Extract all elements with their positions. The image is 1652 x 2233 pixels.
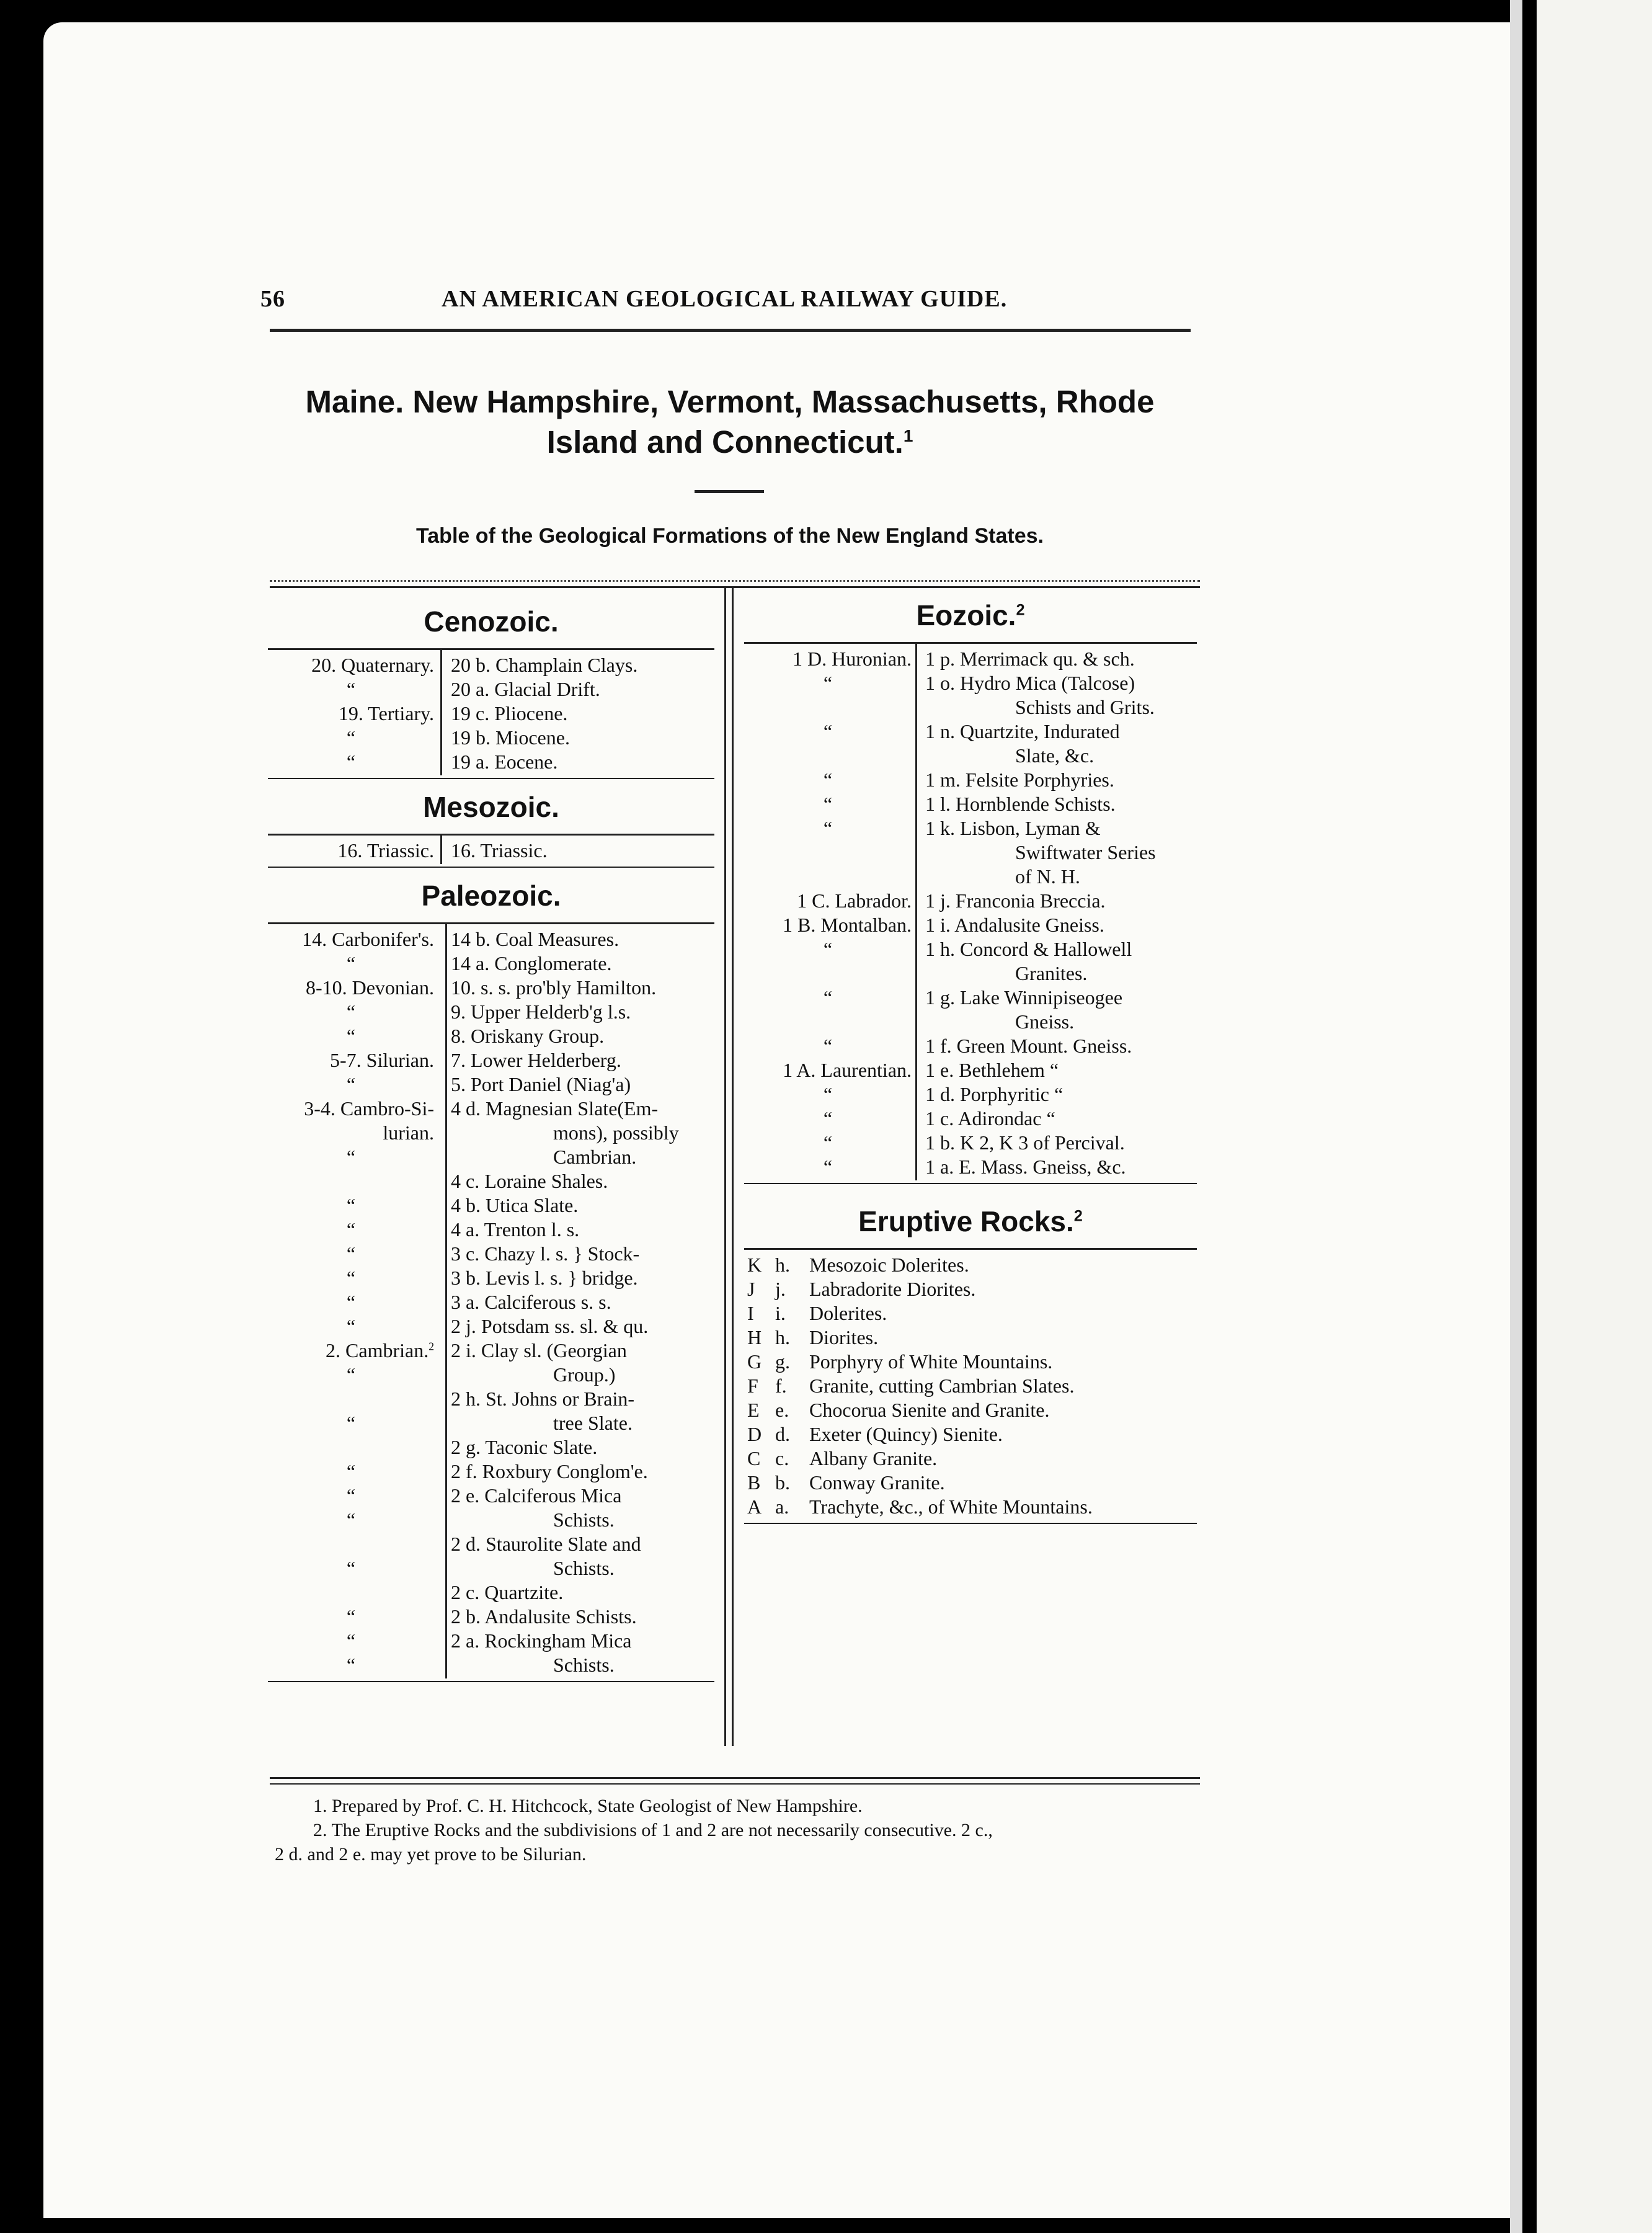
formation-group: “ xyxy=(346,1315,356,1337)
formation-group: “ xyxy=(823,793,833,815)
rock-letter: K xyxy=(747,1254,762,1276)
formation-group: 2. Cambrian.$^2$ xyxy=(326,1339,434,1362)
rock-name: Mesozoic Dolerites. xyxy=(809,1254,969,1276)
formation-subdivision: 1 c. Adirondac “ xyxy=(925,1107,1055,1130)
formation-subdivision: 3 c. Chazy l. s. } Stock- xyxy=(451,1242,640,1265)
formation-subdivision: 1 o. Hydro Mica (Talcose) xyxy=(925,672,1135,694)
formation-group: “ xyxy=(346,1412,356,1434)
rock-sub-letter: f. xyxy=(775,1375,787,1397)
footnote-1: 1. Prepared by Prof. C. H. Hitchcock, State Geologist of New Hampshire. xyxy=(313,1796,863,1816)
formation-subdivision: 3 a. Calciferous s. s. xyxy=(451,1291,611,1313)
formation-group: “ xyxy=(346,1605,356,1628)
rock-name: Diorites. xyxy=(809,1326,879,1348)
paleozoic-inner-divider xyxy=(445,924,447,1678)
formation-group: 5-7. Silurian. xyxy=(330,1049,434,1071)
table-bottom-rule-2 xyxy=(270,1783,1200,1785)
rock-sub-letter: j. xyxy=(775,1278,786,1300)
rock-letter: F xyxy=(747,1375,758,1397)
title-short-rule xyxy=(695,490,764,493)
rock-name: Chocorua Sienite and Granite. xyxy=(809,1399,1050,1421)
formation-subdivision: Schists. xyxy=(553,1557,615,1579)
page-title xyxy=(265,381,1195,463)
rock-name: Granite, cutting Cambrian Slates. xyxy=(809,1375,1075,1397)
formation-subdivision: 1 n. Quartzite, Indurated xyxy=(925,720,1120,742)
formation-subdivision: 2 d. Staurolite Slate and xyxy=(451,1533,641,1555)
rock-sub-letter: g. xyxy=(775,1350,790,1373)
formation-group: “ xyxy=(346,1194,356,1216)
mesozoic-inner-divider xyxy=(440,835,442,864)
formation-group: 1 C. Labrador. xyxy=(797,889,912,912)
eruptive-heading-rule xyxy=(744,1248,1197,1250)
formation-group: “ xyxy=(346,1291,356,1313)
formation-group: “ xyxy=(346,1557,356,1579)
table-caption: Table of the Geological Formations of the New England States. xyxy=(416,524,1044,548)
formation-group: “ xyxy=(346,1484,356,1507)
formation-subdivision: Cambrian. xyxy=(553,1146,637,1168)
formation-group: “ xyxy=(823,938,833,960)
title-footnote-mark: 1 xyxy=(903,426,913,446)
formation-subdivision: 4 c. Loraine Shales. xyxy=(451,1170,608,1192)
formation-group: “ xyxy=(346,678,356,700)
formation-group: “ xyxy=(823,1035,833,1057)
formation-group: 1 A. Laurentian. xyxy=(783,1059,912,1081)
rock-sub-letter: h. xyxy=(775,1254,790,1276)
formation-subdivision: 1 d. Porphyritic “ xyxy=(925,1083,1064,1105)
formation-group: “ xyxy=(823,1083,833,1105)
formation-subdivision: tree Slate. xyxy=(553,1412,633,1434)
table-bottom-rule xyxy=(270,1777,1200,1779)
rock-name: Porphyry of White Mountains. xyxy=(809,1350,1053,1373)
page-edge-shadow xyxy=(1510,0,1522,2233)
formation-subdivision: 1 j. Franconia Breccia. xyxy=(925,889,1106,912)
formation-subdivision: 20 b. Champlain Clays. xyxy=(451,654,638,676)
page-number: 56 xyxy=(260,286,285,312)
formation-group: “ xyxy=(823,817,833,839)
formation-group: 1 B. Montalban. xyxy=(783,914,912,936)
formation-subdivision: 1 f. Green Mount. Gneiss. xyxy=(925,1035,1132,1057)
rock-name: Albany Granite. xyxy=(809,1447,938,1469)
formation-group: “ xyxy=(346,1218,356,1241)
header-rule xyxy=(270,329,1191,332)
rock-sub-letter: b. xyxy=(775,1471,790,1494)
formation-subdivision: 9. Upper Helderb'g l.s. xyxy=(451,1001,631,1023)
formation-subdivision: 3 b. Levis l. s. } bridge. xyxy=(451,1267,638,1289)
eruptive-heading: Eruptive Rocks.$^2$ xyxy=(858,1205,1083,1237)
cenozoic-heading: Cenozoic. xyxy=(424,605,559,638)
paleozoic-heading-rule xyxy=(268,922,714,924)
formation-subdivision: 19 b. Miocene. xyxy=(451,726,570,749)
formation-subdivision: 2 e. Calciferous Mica xyxy=(451,1484,622,1507)
cenozoic-bottom-rule xyxy=(268,778,714,779)
formation-subdivision: Gneiss. xyxy=(1015,1010,1075,1033)
rock-letter: I xyxy=(747,1302,754,1324)
paleozoic-heading: Paleozoic. xyxy=(421,880,561,912)
eozoic-heading-footnote-mark: 2 xyxy=(1016,601,1025,619)
formation-subdivision: 19 a. Eocene. xyxy=(451,751,558,773)
mesozoic-bottom-rule xyxy=(268,867,714,868)
formation-group: “ xyxy=(346,952,356,974)
rock-sub-letter: a. xyxy=(775,1495,789,1518)
eozoic-heading-rule xyxy=(744,642,1197,644)
rock-sub-letter: c. xyxy=(775,1447,789,1469)
rock-name: Dolerites. xyxy=(809,1302,887,1324)
formation-group: “ xyxy=(346,1267,356,1289)
formation-subdivision: Schists. xyxy=(553,1654,615,1676)
table-top-rule-2 xyxy=(270,586,1200,588)
rock-name: Conway Granite. xyxy=(809,1471,945,1494)
next-page-edge xyxy=(1537,0,1652,2233)
formation-subdivision: 1 g. Lake Winnipiseogee xyxy=(925,986,1123,1009)
formation-subdivision: Granites. xyxy=(1015,962,1088,984)
formation-group: “ xyxy=(346,751,356,773)
formation-subdivision: 2 a. Rockingham Mica xyxy=(451,1629,632,1652)
title-line-1: Maine. New Hampshire, Vermont, Massachusetts, Rhode xyxy=(305,384,1155,419)
formation-group: “ xyxy=(823,986,833,1009)
rock-letter: B xyxy=(747,1471,761,1494)
formation-subdivision: 1 p. Merrimack qu. & sch. xyxy=(925,648,1135,670)
formation-subdivision: Schists. xyxy=(553,1509,615,1531)
formation-subdivision: 1 k. Lisbon, Lyman & xyxy=(925,817,1101,839)
formation-group: “ xyxy=(823,672,833,694)
formation-group: “ xyxy=(346,1146,356,1168)
table-top-rule xyxy=(270,580,1200,582)
formation-subdivision: Group.) xyxy=(553,1363,616,1386)
formation-group: “ xyxy=(346,1025,356,1047)
formation-subdivision: 1 h. Concord & Hallowell xyxy=(925,938,1132,960)
rock-letter: H xyxy=(747,1326,762,1348)
formation-subdivision: 20 a. Glacial Drift. xyxy=(451,678,600,700)
formation-group: 16. Triassic. xyxy=(337,839,434,862)
mesozoic-heading-rule xyxy=(268,834,714,836)
formation-subdivision: 2 f. Roxbury Conglom'e. xyxy=(451,1460,648,1482)
formation-group: “ xyxy=(823,1131,833,1154)
rock-name: Trachyte, &c., of White Mountains. xyxy=(809,1495,1093,1518)
running-head: AN AMERICAN GEOLOGICAL RAILWAY GUIDE. xyxy=(442,286,1008,312)
formation-subdivision: 2 b. Andalusite Schists. xyxy=(451,1605,637,1628)
formation-subdivision: of N. H. xyxy=(1015,865,1080,888)
formation-subdivision: 19 c. Pliocene. xyxy=(451,702,568,724)
rock-letter: A xyxy=(747,1495,762,1518)
eozoic-heading: Eozoic.$^2$ xyxy=(916,599,1025,631)
rock-letter: E xyxy=(747,1399,760,1421)
formation-subdivision: Schists and Grits. xyxy=(1015,696,1155,718)
formation-subdivision: 4 b. Utica Slate. xyxy=(451,1194,579,1216)
eruptive-heading-footnote-mark: 2 xyxy=(1073,1207,1083,1225)
column-divider xyxy=(724,586,726,1746)
formation-subdivision: 2 j. Potsdam ss. sl. & qu. xyxy=(451,1315,649,1337)
formation-subdivision: 16. Triassic. xyxy=(451,839,548,862)
formation-group: “ xyxy=(346,1242,356,1265)
rock-sub-letter: h. xyxy=(775,1326,790,1348)
formation-group: “ xyxy=(346,1654,356,1676)
rock-letter: G xyxy=(747,1350,762,1373)
formation-subdivision: 10. s. s. pro'bly Hamilton. xyxy=(451,976,657,999)
formation-subdivision: 2 c. Quartzite. xyxy=(451,1581,564,1603)
formation-group: “ xyxy=(346,726,356,749)
paleozoic-bottom-rule xyxy=(268,1681,714,1682)
rock-name: Exeter (Quincy) Sienite. xyxy=(809,1423,1003,1445)
eruptive-bottom-rule xyxy=(744,1523,1197,1524)
formation-subdivision: 1 m. Felsite Porphyries. xyxy=(925,769,1114,791)
formation-group: lurian. xyxy=(383,1121,434,1144)
mesozoic-heading: Mesozoic. xyxy=(423,791,559,823)
rock-sub-letter: d. xyxy=(775,1423,790,1445)
footnote-2-cont: 2 d. and 2 e. may yet prove to be Silurian. xyxy=(275,1844,587,1865)
formation-subdivision: 1 a. E. Mass. Gneiss, &c. xyxy=(925,1156,1126,1178)
formation-subdivision: 1 b. K 2, K 3 of Percival. xyxy=(925,1131,1125,1154)
rock-letter: D xyxy=(747,1423,762,1445)
rock-sub-letter: i. xyxy=(775,1302,786,1324)
formation-subdivision: Swiftwater Series xyxy=(1015,841,1156,863)
cenozoic-heading-rule xyxy=(268,648,714,650)
formation-group: “ xyxy=(346,1363,356,1386)
rock-letter: J xyxy=(747,1278,755,1300)
formation-subdivision: mons), possibly xyxy=(553,1121,679,1144)
footnote-2: 2. The Eruptive Rocks and the subdivisions of 1 and 2 are not necessarily consecutive. 2 c., xyxy=(313,1820,993,1840)
formation-group: “ xyxy=(823,1156,833,1178)
rock-name: Labradorite Diorites. xyxy=(809,1278,976,1300)
formation-subdivision: 5. Port Daniel (Niag'a) xyxy=(451,1073,631,1095)
cenozoic-inner-divider xyxy=(440,649,442,775)
formation-subdivision: 2 g. Taconic Slate. xyxy=(451,1436,598,1458)
formation-group: “ xyxy=(346,1629,356,1652)
eozoic-bottom-rule xyxy=(744,1183,1197,1184)
formation-subdivision: 8. Oriskany Group. xyxy=(451,1025,605,1047)
formation-group: “ xyxy=(346,1460,356,1482)
title-line-2: Island and Connecticut. xyxy=(546,424,904,460)
formation-group: “ xyxy=(823,1107,833,1130)
rock-letter: C xyxy=(747,1447,761,1469)
formation-subdivision: 14 a. Conglomerate. xyxy=(451,952,612,974)
formation-group: “ xyxy=(346,1073,356,1095)
formation-subdivision: 4 d. Magnesian Slate(Em- xyxy=(451,1097,659,1120)
formation-subdivision: 2 h. St. Johns or Brain- xyxy=(451,1388,634,1410)
rock-sub-letter: e. xyxy=(775,1399,789,1421)
formation-group: “ xyxy=(823,769,833,791)
formation-group: “ xyxy=(823,720,833,742)
formation-group: 14. Carbonifer's. xyxy=(302,928,434,950)
column-divider-2 xyxy=(732,586,734,1746)
formation-subdivision: 7. Lower Helderberg. xyxy=(451,1049,621,1071)
formation-group: “ xyxy=(346,1001,356,1023)
formation-subdivision: 4 a. Trenton l. s. xyxy=(451,1218,580,1241)
formation-subdivision: Slate, &c. xyxy=(1015,744,1095,767)
footnote-mark: 2 xyxy=(429,1340,434,1353)
formation-subdivision: 14 b. Coal Measures. xyxy=(451,928,620,950)
formation-subdivision: 2 i. Clay sl. (Georgian xyxy=(451,1339,627,1362)
formation-group: “ xyxy=(346,1509,356,1531)
formation-subdivision: 1 e. Bethlehem “ xyxy=(925,1059,1059,1081)
formation-subdivision: 1 l. Hornblende Schists. xyxy=(925,793,1116,815)
formation-subdivision: 1 i. Andalusite Gneiss. xyxy=(925,914,1104,936)
formation-group: 19. Tertiary. xyxy=(338,702,434,724)
formation-group: 20. Quaternary. xyxy=(311,654,434,676)
formation-group: 8-10. Devonian. xyxy=(305,976,434,999)
eozoic-inner-divider xyxy=(915,643,917,1180)
formation-group: 1 D. Huronian. xyxy=(793,648,912,670)
formation-group: 3-4. Cambro-Si- xyxy=(304,1097,434,1120)
